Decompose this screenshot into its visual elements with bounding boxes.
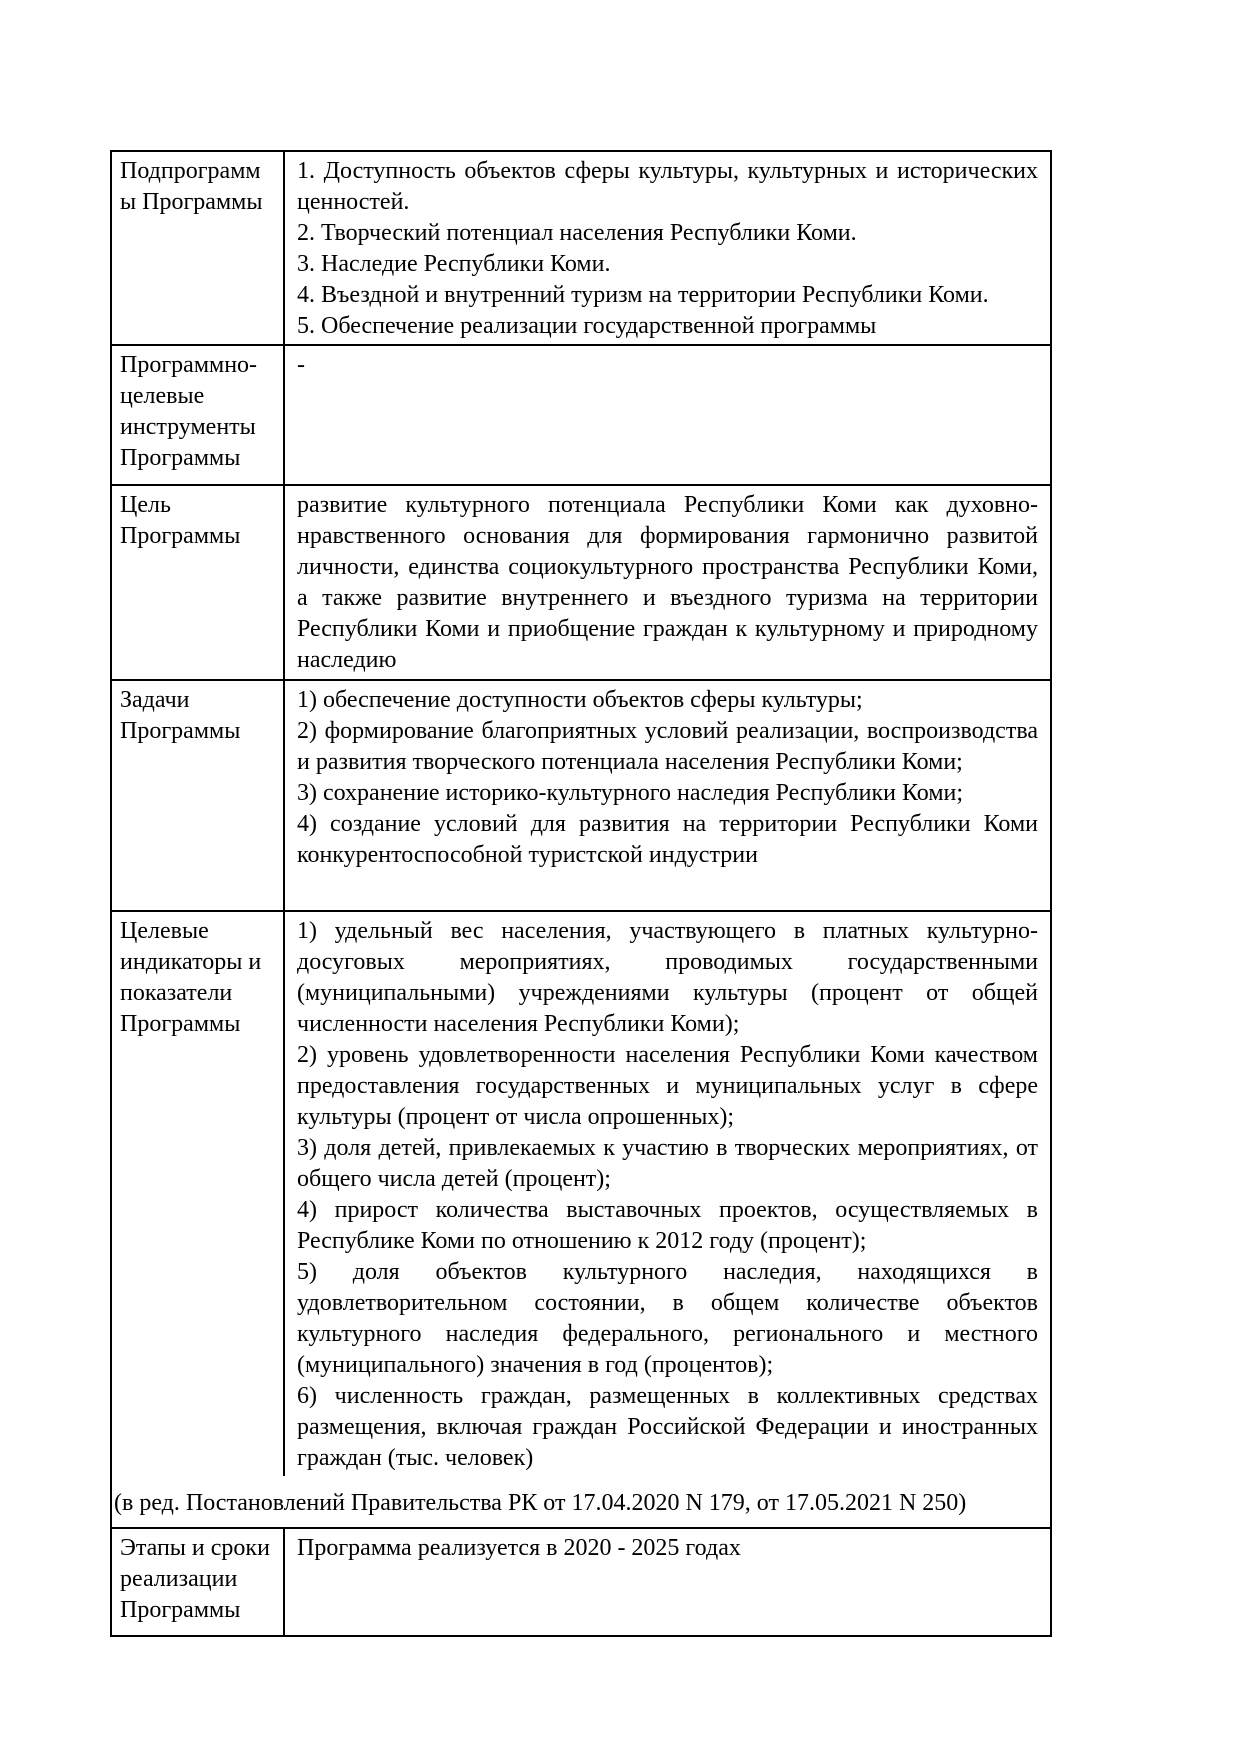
row-content-instruments xyxy=(285,346,1050,484)
paragraph: 4. Въездной и внутренний туризм на территории Республики Коми. xyxy=(297,282,989,308)
row-content-subprograms xyxy=(285,152,1050,344)
table-row-subprograms xyxy=(112,152,1050,346)
amendment-note: (в ред. Постановлений Правительства РК от 17.04.2020 N 179, от 17.05.2021 N 250) xyxy=(112,1476,1050,1529)
table-row-target-indicators xyxy=(112,912,1050,1476)
row-content-tasks xyxy=(285,681,1050,910)
row-label-subprograms: Подпрограммы Программы xyxy=(112,152,285,344)
paragraph: развитие культурного потенциала Республики Коми как духовно-нравственного основания для формирования гармонично развитой личности, единства социокультурного пространства Республики Коми, а также развитие внутреннего и въездного туризма на территории Республики Коми и приобщение граждан к культурному и природному наследию xyxy=(297,492,1038,673)
paragraph: 3) доля детей, привлекаемых к участию в творческих мероприятиях, от общего числа детей (процент); xyxy=(297,1135,1038,1192)
paragraph: 5) доля объектов культурного наследия, находящихся в удовлетворительном состоянии, в общем количестве объектов культурного наследия федерального, регионального и местного (муниципального) значения в год (процентов); xyxy=(297,1259,1038,1378)
paragraph: Программа реализуется в 2020 - 2025 годах xyxy=(297,1535,741,1561)
paragraph: 6) численность граждан, размещенных в коллективных средствах размещения, включая граждан Российской Федерации и иностранных граждан (тыс. человек) xyxy=(297,1383,1038,1471)
row-label-indicators: Целевые индикаторы и показатели Программы xyxy=(112,912,285,1476)
paragraph: 3. Наследие Республики Коми. xyxy=(297,251,611,277)
paragraph: - xyxy=(297,352,305,378)
row-content-goal xyxy=(285,486,1050,679)
table-row-goal xyxy=(112,486,1050,681)
paragraph: 1) удельный вес населения, участвующего в платных культурно-досуговых мероприятиях, проводимых государственными (муниципальными) учреждениями культуры (процент от общей численности населения Республики Коми); xyxy=(297,918,1038,1037)
table-row-program-target-instruments xyxy=(112,346,1050,486)
paragraph: 4) создание условий для развития на территории Республики Коми конкурентоспособной туристской индустрии xyxy=(297,811,1038,868)
row-label-tasks: Задачи Программы xyxy=(112,681,285,910)
paragraph: 1) обеспечение доступности объектов сферы культуры; xyxy=(297,687,863,713)
paragraph: 2) формирование благоприятных условий реализации, воспроизводства и развития творческого потенциала населения Республики Коми; xyxy=(297,718,1038,775)
paragraph: 1. Доступность объектов сферы культуры, культурных и исторических ценностей. xyxy=(297,158,1038,215)
row-content-indicators xyxy=(285,912,1050,1476)
row-label-goal: Цель Программы xyxy=(112,486,285,679)
paragraph: 2) уровень удовлетворенности населения Республики Коми качеством предоставления государственных и муниципальных услуг в сфере культуры (процент от числа опрошенных); xyxy=(297,1042,1038,1130)
program-passport-table xyxy=(110,150,1052,1637)
row-label-stages: Этапы и сроки реализации Программы xyxy=(112,1529,285,1635)
row-content-stages xyxy=(285,1529,1050,1635)
paragraph: 3) сохранение историко-культурного наследия Республики Коми; xyxy=(297,780,964,806)
paragraph: 2. Творческий потенциал населения Республики Коми. xyxy=(297,220,857,246)
table-row-tasks xyxy=(112,681,1050,912)
paragraph: 5. Обеспечение реализации государственной программы xyxy=(297,313,877,339)
row-label-instruments: Программно-целевые инструменты Программы xyxy=(112,346,285,484)
table-row-stages-and-terms xyxy=(112,1529,1050,1635)
paragraph: 4) прирост количества выставочных проектов, осуществляемых в Республике Коми по отношению к 2012 году (процент); xyxy=(297,1197,1038,1254)
